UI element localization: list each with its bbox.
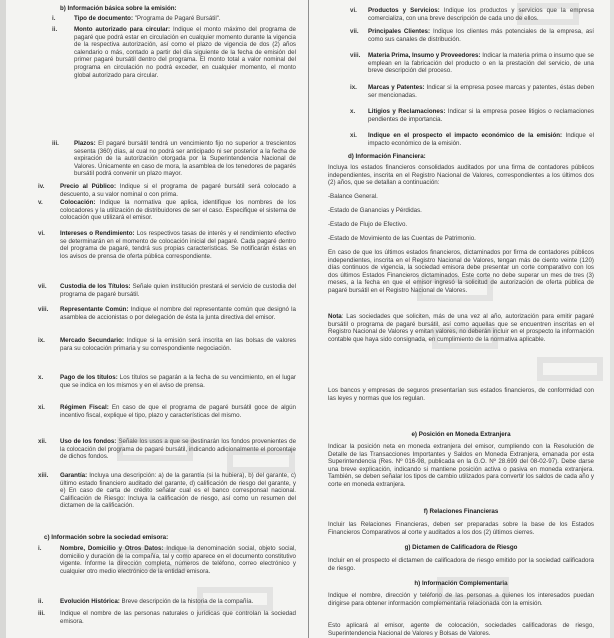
item-text: Los respectivos tasas de interés y el rendimiento efectivo se determinarán en el momento de colocación inicial del pagaré. Cada pagaré dentro del programa de pagaré, tendrá sus propias características. Se notificarán éstas en los avisos de prensa de oferta pública correspondiente. (60, 230, 296, 260)
note-text: : Las sociedades que soliciten, más de una vez al año, autorización para emitir pagaré bursátil o programa de pagaré bursátil, así como aquellas que se encuentren inscritas en el Registro Nacional de Valores y emitan valores, no deberán incluir en el prospecto la información contable que haya sido consignada, en cumplimiento de la normativa aplicable. (328, 313, 594, 343)
item-number: xiii. (38, 472, 49, 479)
paragraph: Incluir las Relaciones Financieras, deben ser preparadas sobre la base de los Estados Financieros Comparativos al corte y auditados a los dos (2) últimos cierres. (328, 521, 594, 536)
item-number: iii. (38, 610, 45, 617)
list-line: -Estado de Movimiento de las Cuentas de Patrimonio. (328, 235, 476, 242)
item-label: Marcas y Patentes: (368, 84, 425, 91)
note-label: Nota (328, 313, 342, 320)
paragraph: En caso de que los últimos estados financieros, dictaminados por firma de contadores públicos independientes, inscrita en el Registro Nacional de Valores, tengan más de ciento veinte (120) días continuos de vigencia, la sociedad emisora debe presentar un corte comparativo con los dos últimos Estados Financieros dictaminados. Este corte no debe superar un mes de tres (3) meses, a la fecha en que el emisor ingresó la solicitud de autorización de oferta pública de pagaré bursátil en el Registro Nacional de Valores. (328, 249, 594, 294)
item-label: Tipo de documento: (74, 15, 134, 22)
item-text: Indique la denominación social, objeto social, domicilio y duración de la compañía, tal y como aparece en el documento constitutivo vigente. Informe la dirección completa, números de teléfono, correo electrónico y cualquier otro medio electrónico de la entidad emisora. (60, 545, 296, 575)
item-label: Monto autorizado para circular: (74, 26, 171, 33)
item-text: Señale quien institución prestará el servicio de custodia del programa de pagaré bursátil. (60, 283, 296, 298)
item-number: ii. (38, 598, 44, 605)
list-item (38, 283, 296, 298)
section-heading-d: d) Información Financiera: (348, 153, 426, 160)
item-text: Indique los clientes más potenciales de la empresa, así como sus canales de distribución. (368, 28, 594, 43)
item-label: Principales Clientes: (368, 28, 431, 35)
item-label: Intereses o Rendimiento: (60, 230, 135, 237)
list-item (328, 52, 594, 75)
item-number: xi. (350, 132, 357, 139)
item-label: Plazos: (74, 140, 96, 147)
list-item (38, 140, 296, 178)
list-item (38, 26, 296, 79)
item-label: Garantía: (60, 472, 88, 479)
item-number: v. (38, 199, 43, 206)
list-item (38, 230, 296, 260)
section-heading-e: e) Posición en Moneda Extranjera (411, 431, 511, 438)
item-text: Indique si el programa de pagaré bursátil será colocado a descuento, a su valor nominal o con prima. (60, 183, 296, 198)
item-label: Litigios y Reclamaciones: (368, 108, 446, 115)
item-number: x. (350, 108, 356, 115)
paragraph: Esto aplicará al emisor, agente de colocación, sociedades calificadoras de riesgo, Superintendencia Nacional de Valores y Bolsas de Valores. (328, 622, 594, 637)
item-label: Mercado Secundario: (60, 337, 124, 344)
section-heading-c: c) Información sobre la sociedad emisora: (44, 534, 169, 541)
paragraph: Los bancos y empresas de seguros presentarían sus estados financieros, de conformidad con las leyes y normas que los regulan. (328, 387, 594, 402)
item-label: Custodia de los Títulos: (60, 283, 131, 290)
right-column (328, 0, 594, 638)
list-item (38, 610, 296, 625)
item-number: vii. (350, 28, 359, 35)
item-text: En caso de que el programa de pagaré bursátil goce de algún incentivo fiscal, explique el tipo, plazo y características del mismo. (60, 404, 296, 419)
item-number: x. (38, 374, 44, 381)
item-label: Precio al Público: (60, 183, 116, 190)
list-line: -Balance General. (328, 193, 378, 200)
list-item (328, 28, 594, 43)
paragraph: Incluya los estados financieros consolidados auditados por una firma de contadores públicos independientes, inscrita en el Registro Nacional de Valores, correspondientes a los últimos dos (2) años, que se detallan a continuación: (328, 164, 594, 187)
item-text: Señale los usos a que se destinarán los fondos provenientes de la colocación del programa de pagaré bursátil, indicando adicionalmente el porcentaje de dichos fondos. (60, 438, 296, 461)
section-heading-b: b) Información básica sobre la emisión: (60, 5, 177, 12)
page-edge-shadow (610, 0, 614, 638)
item-label: Representante Común: (60, 306, 129, 313)
paragraph: Indique el nombre, dirección y teléfono de las personas a quienes los interesados puedan dirigirse para obtener información complementaria relacionada con la emisión. (328, 592, 594, 607)
item-number: iii. (52, 140, 59, 147)
item-text: "Programa de Pagaré Bursátil". (133, 15, 221, 22)
item-number: i. (38, 545, 42, 552)
item-text: Incluya una descripción: a) de la garantía (si la hubiera), b) del garante, c) último estado financiero auditado del garante, d) calificación de riesgo del garante, y e) En caso de carta de crédito señalar cual es el banco corresponsal nacional. Calificación de Riesgo: Incluya la calificación de riesgo, así como un resumen del dictamen de la calificación. (60, 472, 296, 510)
item-number: vi. (350, 7, 357, 14)
list-item (328, 7, 594, 22)
list-item (38, 199, 296, 222)
item-number: i. (52, 15, 56, 22)
item-number: viii. (350, 52, 361, 59)
item-text: Indicar la materia prima o insumo que se emplean en la fabricación del producto o en la prestación del servicio, de una breve descripción del proceso. (368, 52, 594, 75)
list-item (38, 374, 296, 389)
note-paragraph (328, 313, 594, 343)
list-item (328, 84, 594, 99)
item-text: El pagaré bursátil tendrá un vencimiento fijo no superior a trescientos sesenta (360) días, al cual no podrá ser anticipado ni ser posterior a la fecha de expiración de la autorización otorgada por la Superintendencia Nacional de Valores. Únicamente en caso de mora, la asamblea de los tenedores de pagarés bursátil podrá convenir un plazo mayor. (74, 140, 296, 178)
list-item (38, 337, 296, 352)
item-label: Productos y Servicios: (368, 7, 440, 14)
list-item (38, 598, 296, 606)
item-text: Indique el monto máximo del programa de pagaré que podrá estar en circulación en cualquier momento durante la vigencia de la respectiva autorización, así como el plazo de vigencia de dos (2) años calendario o más, contado a partir del día siguiente de la fecha de emisión del primer pagaré bursátil dentro del programa. El monto total a valor nominal del programa en circulación no podrá exceder, en cualquier momento, el monto global autorizado para circular. (74, 26, 296, 79)
item-label: Evolución Histórica: (60, 598, 120, 605)
item-label: Indique en el prospecto el impacto económico de la emisión: (368, 132, 563, 139)
list-item (38, 404, 296, 419)
item-label: Materia Prima, Insumo y Proveedores: (368, 52, 481, 59)
page-edge-shadow (0, 0, 6, 638)
item-number: xi. (38, 404, 45, 411)
item-label: Nombre, Domicilio y Otros Datos: (60, 545, 164, 552)
item-number: ix. (350, 84, 357, 91)
section-heading-g: g) Dictamen de Calificadora de Riesgo (404, 544, 518, 551)
item-text: Indicar si la empresa posee litigios o reclamaciones pendientes de importancia. (368, 108, 594, 123)
list-line: -Estado de Flujo de Efectivo. (328, 221, 408, 228)
item-text: Indique los productos y servicios que la empresa comercializa, con una breve descripción de cada uno de ellos. (368, 7, 594, 22)
list-item (38, 545, 296, 575)
item-number: ix. (38, 337, 45, 344)
item-label: Uso de los fondos: (60, 438, 117, 445)
item-number: xii. (38, 438, 47, 445)
item-label: Colocación: (60, 199, 96, 206)
item-text: Indicar si la empresa posee marcas y patentes, éstas deben ser mencionadas. (368, 84, 594, 99)
left-column (38, 0, 296, 638)
list-item (38, 306, 296, 321)
item-text: Los títulos se pagarán a la fecha de su vencimiento, en el lugar que se indica en los mismos y en el aviso de prensa. (60, 374, 296, 389)
section-heading-f: f) Relaciones Financieras (423, 508, 499, 515)
paragraph: Indicar la posición neta en moneda extranjera del emisor, cumpliendo con la Resolución de Detalle de las Transacciones Importantes y Saldos en Moneda Extranjera, emanada por esta Superintendencia (Res. Nº 016-98, publicada en la G.O. Nº 28.699 del 08-02-97). Debe darse una breve explicación, indicando si mantiene posición activa o pasiva en moneda extranjera. También, se deben señalar los tipos de cambio utilizados para convertir los saldos de cada año y corte en moneda extranjera. (328, 443, 594, 488)
item-number: vi. (38, 230, 45, 237)
paragraph: Incluir en el prospecto el dictamen de calificadora de riesgo emitido por la sociedad calificadora de riesgo. (328, 557, 594, 572)
item-text: Breve descripción de la historia de la compañía. (119, 598, 254, 605)
item-text: Indique la normativa que aplica, identifique los nombres de los colocadores y la utilización de distribuidores de ser el caso. Especifique el sistema de colocación que utilizará el emisor. (60, 199, 296, 222)
item-text: Indique si la emisión será inscrita en las bolsas de valores para su colocación primaria y su correspondiente negociación. (60, 337, 296, 352)
list-item (38, 183, 296, 198)
item-number: viii. (38, 306, 49, 313)
list-item (38, 472, 296, 510)
item-text: Indique el nombre de las personas naturales o jurídicas que controlan la sociedad emisora. (60, 610, 296, 625)
list-item (38, 438, 296, 461)
section-heading-h: h) Información Complementaria (414, 580, 508, 587)
item-text: Indique el impacto económico de la emisión. (368, 132, 594, 147)
item-label: Pago de los títulos: (60, 374, 118, 381)
item-label: Régimen Fiscal: (60, 404, 109, 411)
item-number: ii. (52, 26, 58, 33)
list-item (328, 132, 594, 147)
column-divider (308, 0, 309, 638)
item-text: Indique el nombre del representante común que designó la asamblea de accionistas o por delegación de ésta la junta directiva del emisor. (60, 306, 296, 321)
item-number: iv. (38, 183, 45, 190)
list-line: -Estado de Ganancias y Pérdidas. (328, 207, 422, 214)
list-item (328, 108, 594, 123)
list-item (38, 15, 296, 23)
item-number: vii. (38, 283, 47, 290)
